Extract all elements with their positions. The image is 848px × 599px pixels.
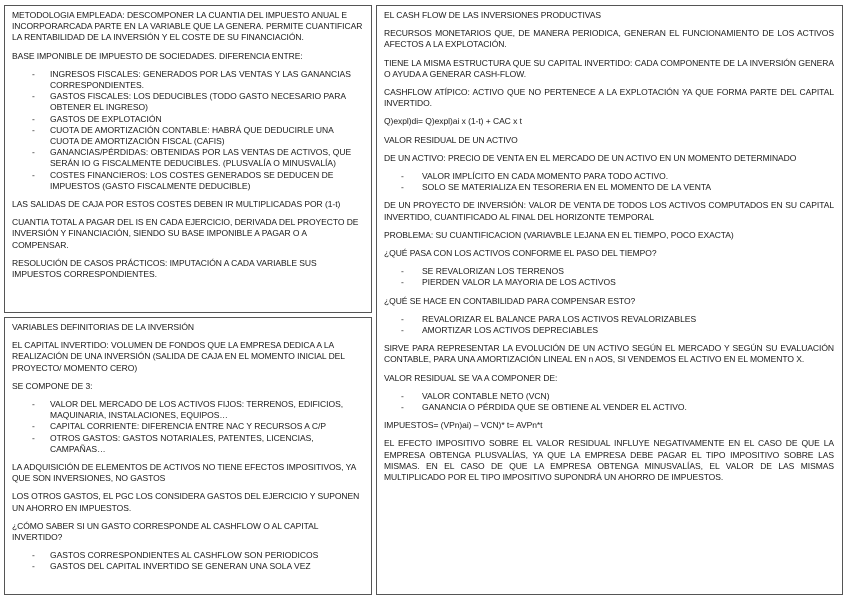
- formula-cashflow: Q)expl)di= Q)expl)ai x (1-t) + CAC x t: [384, 116, 522, 127]
- se-compone-heading: SE COMPONE DE 3:: [12, 380, 93, 391]
- metodologia-paragraph: METODOLOGIA EMPLEADA: DESCOMPONER LA CUANTIA DEL IMPUESTO ANUAL E INCORPORARCADA PARTE EN LA VARIABLE QUE LA GENERA. PERMITE CUANTIFICAR LA RENTABILIDAD DE LA INVERSIÓN Y EL COSTE DE SU FINANCIACIÓN.: [12, 10, 363, 43]
- list-item: - REVALORIZAR EL BALANCE PARA LOS ACTIVOS REVALORIZABLES: [401, 313, 697, 324]
- proyecto-inversion-paragraph: DE UN PROYECTO DE INVERSIÓN: VALOR DE VENTA DE TODOS LOS ACTIVOS COMPUTADOS EN SU CAPITAL INVERTIDO, CUANTIFICADO AL FINAL DEL HORIZONTE TEMPORAL: [384, 200, 834, 222]
- componentes-list: [12, 399, 364, 455]
- cash-flow-panel: [376, 5, 843, 595]
- impuesto-sociedades-panel: [4, 5, 372, 313]
- list-item: - GASTOS CORRESPONDIENTES AL CASHFLOW SON PERIODICOS: [32, 550, 319, 561]
- list-item: - PIERDEN VALOR LA MAYORIA DE LOS ACTIVOS: [401, 277, 616, 288]
- base-imponible-heading: BASE IMPONIBLE DE IMPUESTO DE SOCIEDADES. DIFERENCIA ENTRE:: [12, 50, 303, 61]
- gastos-list: [12, 550, 364, 572]
- list-item: - GANANCIA O PÉRDIDA QUE SE OBTIENE AL VENDER EL ACTIVO.: [401, 402, 687, 413]
- base-imponible-list: [12, 69, 364, 192]
- list-item: - SOLO SE MATERIALIZA EN TESORERIA EN EL MOMENTO DE LA VENTA: [401, 182, 712, 193]
- como-saber-heading: ¿CÓMO SABER SI UN GASTO CORRESPONDE AL CASHFLOW O AL CAPITAL INVERTIDO?: [12, 520, 319, 543]
- componer-heading: VALOR RESIDUAL SE VA A COMPONER DE:: [384, 372, 558, 383]
- efecto-impositivo-paragraph: EL EFECTO IMPOSITIVO SOBRE EL VALOR RESIDUAL INFLUYE NEGATIVAMENTE EN EL CASO DE QUE LA EMPRESA OBTENGA PLUSVALÍAS, YA QUE LA EMPRESA DEBE PAGAR EL TIPO IMPOSITIVO SOBRE LAS MISMAS. EN EL CASO DE QUE LA EMPRESA OBTENGA MINUSVALÍAS, EL VALOR DE LAS MISMAS MULTIPLICADO POR EL TIPO IMPOSITIVO SUPONDRÁ UN AHORRO DE IMPUESTOS.: [384, 438, 834, 483]
- cashflow-atipico-paragraph: CASHFLOW ATÍPICO: ACTIVO QUE NO PERTENECE A LA EXPLOTACIÓN YA QUE FORMA PARTE DEL CAPITAL INVERTIDO.: [384, 87, 834, 109]
- list-item: - COSTES FINANCIEROS: LOS COSTES GENERADOS SE DEDUCEN DE IMPUESTOS (GASTO FISCALMENTE DEDUCIBLE): [32, 169, 334, 191]
- variables-inversion-panel: [4, 317, 372, 595]
- list-item: - SE REVALORIZAN LOS TERRENOS: [401, 266, 564, 277]
- adquisicion-paragraph: LA ADQUISICIÓN DE ELEMENTOS DE ACTIVOS NO TIENE EFECTOS IMPOSITIVOS, YA QUE SON INVERSIONES, NO GASTOS: [12, 462, 356, 484]
- list-item: - GASTOS FISCALES: LOS DEDUCIBLES (TODO GASTO NECESARIO PARA OBTENER EL INGRESO): [32, 91, 346, 113]
- contabilidad-list: [384, 314, 834, 336]
- list-item: - GASTOS DE EXPLOTACIÓN: [32, 113, 162, 124]
- sirve-paragraph: SIRVE PARA REPRESENTAR LA EVOLUCIÓN DE UN ACTIVO SEGÚN EL MERCADO Y SEGÚN SU EVALUACIÓN CONTABLE, PARA UNA AMORTIZACIÓN LINEAL EN n AOS, SI VENDEMOS EL ACTIVO EN EL MOMENTO X.: [384, 343, 834, 365]
- list-item: - AMORTIZAR LOS ACTIVOS DEPRECIABLES: [401, 325, 599, 336]
- list-item: - VALOR IMPLÍCITO EN CADA MOMENTO PARA TODO ACTIVO.: [401, 171, 669, 182]
- de-un-activo-paragraph: DE UN ACTIVO: PRECIO DE VENTA EN EL MERCADO DE UN ACTIVO EN UN MOMENTO DETERMINADO: [384, 152, 797, 163]
- estructura-paragraph: TIENE LA MISMA ESTRUCTURA QUE SU CAPITAL INVERTIDO: CADA COMPONENTE DE LA INVERSIÓN GENERA O AYUDA A GENERAR CASH-FLOW.: [384, 57, 834, 79]
- contabilidad-heading: ¿QUÉ SE HACE EN CONTABILIDAD PARA COMPENSAR ESTO?: [384, 295, 636, 306]
- valor-activo-list: [384, 171, 834, 193]
- list-item: - VALOR CONTABLE NETO (VCN): [401, 390, 550, 401]
- paso-tiempo-list: [384, 266, 834, 288]
- variables-heading: VARIABLES DEFINITORIAS DE LA INVERSIÓN: [12, 322, 195, 332]
- list-item: - CAPITAL CORRIENTE: DIFERENCIA ENTRE NAC Y RECURSOS A C/P: [32, 421, 326, 432]
- recursos-paragraph: RECURSOS MONETARIOS QUE, DE MANERA PERIODICA, GENERAN EL FUNCIONAMIENTO DE LOS ACTIVOS AFECTOS A LA EXPLOTACIÓN.: [384, 28, 834, 50]
- list-item: - INGRESOS FISCALES: GENERADOS POR LAS VENTAS Y LAS GANANCIAS CORRESPONDIENTES.: [32, 68, 351, 91]
- list-item: - CUOTA DE AMORTIZACIÓN CONTABLE: HABRÁ QUE DEDUCIRLE UNA CUOTA DE AMORTIZACIÓN FISCAL (CAFIS): [32, 124, 334, 147]
- problema-paragraph: PROBLEMA: SU CUANTIFICACION (VARIAVBLE LEJANA EN EL TIEMPO, POCO EXACTA): [384, 229, 734, 240]
- componer-list: [384, 391, 834, 413]
- valor-residual-heading: VALOR RESIDUAL DE UN ACTIVO: [384, 134, 518, 145]
- list-item: - VALOR DEL MERCADO DE LOS ACTIVOS FIJOS: TERRENOS, EDIFICIOS, MAQUINARIA, INSTALACIONES, EQUIPOS…: [32, 399, 344, 421]
- cuantia-total-paragraph: CUANTIA TOTAL A PAGAR DEL IS EN CADA EJERCICIO, DERIVADA DEL PROYECTO DE INVERSIÓN Y FINANCIACIÓN, SIENDO SU BASE IMPONIBLE A PAGAR O A COMPENSAR.: [12, 217, 359, 250]
- list-item: - GANANCIAS/PÉRDIDAS: OBTENIDAS POR LAS VENTAS DE ACTIVOS, QUE SERÁN IO G FISCALMENTE DEDUCIBLES. (PLUSVALÍA O MINUSVALÍA): [32, 147, 352, 169]
- cash-flow-heading: EL CASH FLOW DE LAS INVERSIONES PRODUCTIVAS: [384, 10, 602, 20]
- formula-impuestos: IMPUESTOS= (VPn)ai) – VCN)* t= AVPn*t: [384, 420, 543, 431]
- que-pasa-heading: ¿QUÉ PASA CON LOS ACTIVOS CONFORME EL PASO DEL TIEMPO?: [384, 248, 657, 259]
- otros-gastos-paragraph: LOS OTROS GASTOS, EL PGC LOS CONSIDERA GASTOS DEL EJERCICIO Y SUPONEN UN AHORRO EN IMPUESTOS.: [12, 491, 360, 513]
- capital-invertido-paragraph: EL CAPITAL INVERTIDO: VOLUMEN DE FONDOS QUE LA EMPRESA DEDICA A LA REALIZACIÓN DE UNA INVERSIÓN (SALIDA DE CAJA EN EL MOMENTO INICIAL DEL PROYECTO/ MOMENTO CERO): [12, 340, 345, 373]
- list-item: - GASTOS DEL CAPITAL INVERTIDO SE GENERAN UNA SOLA VEZ: [32, 561, 311, 572]
- resolucion-paragraph: RESOLUCIÓN DE CASOS PRÁCTICOS: IMPUTACIÓN A CADA VARIABLE SUS IMPUESTOS CORRESPONDIENTES.: [12, 257, 317, 280]
- salidas-caja-paragraph: LAS SALIDAS DE CAJA POR ESTOS COSTES DEBEN IR MULTIPLICADAS POR (1-t): [12, 199, 341, 210]
- list-item: - OTROS GASTOS: GASTOS NOTARIALES, PATENTES, LICENCIAS, CAMPAÑAS…: [32, 432, 314, 454]
